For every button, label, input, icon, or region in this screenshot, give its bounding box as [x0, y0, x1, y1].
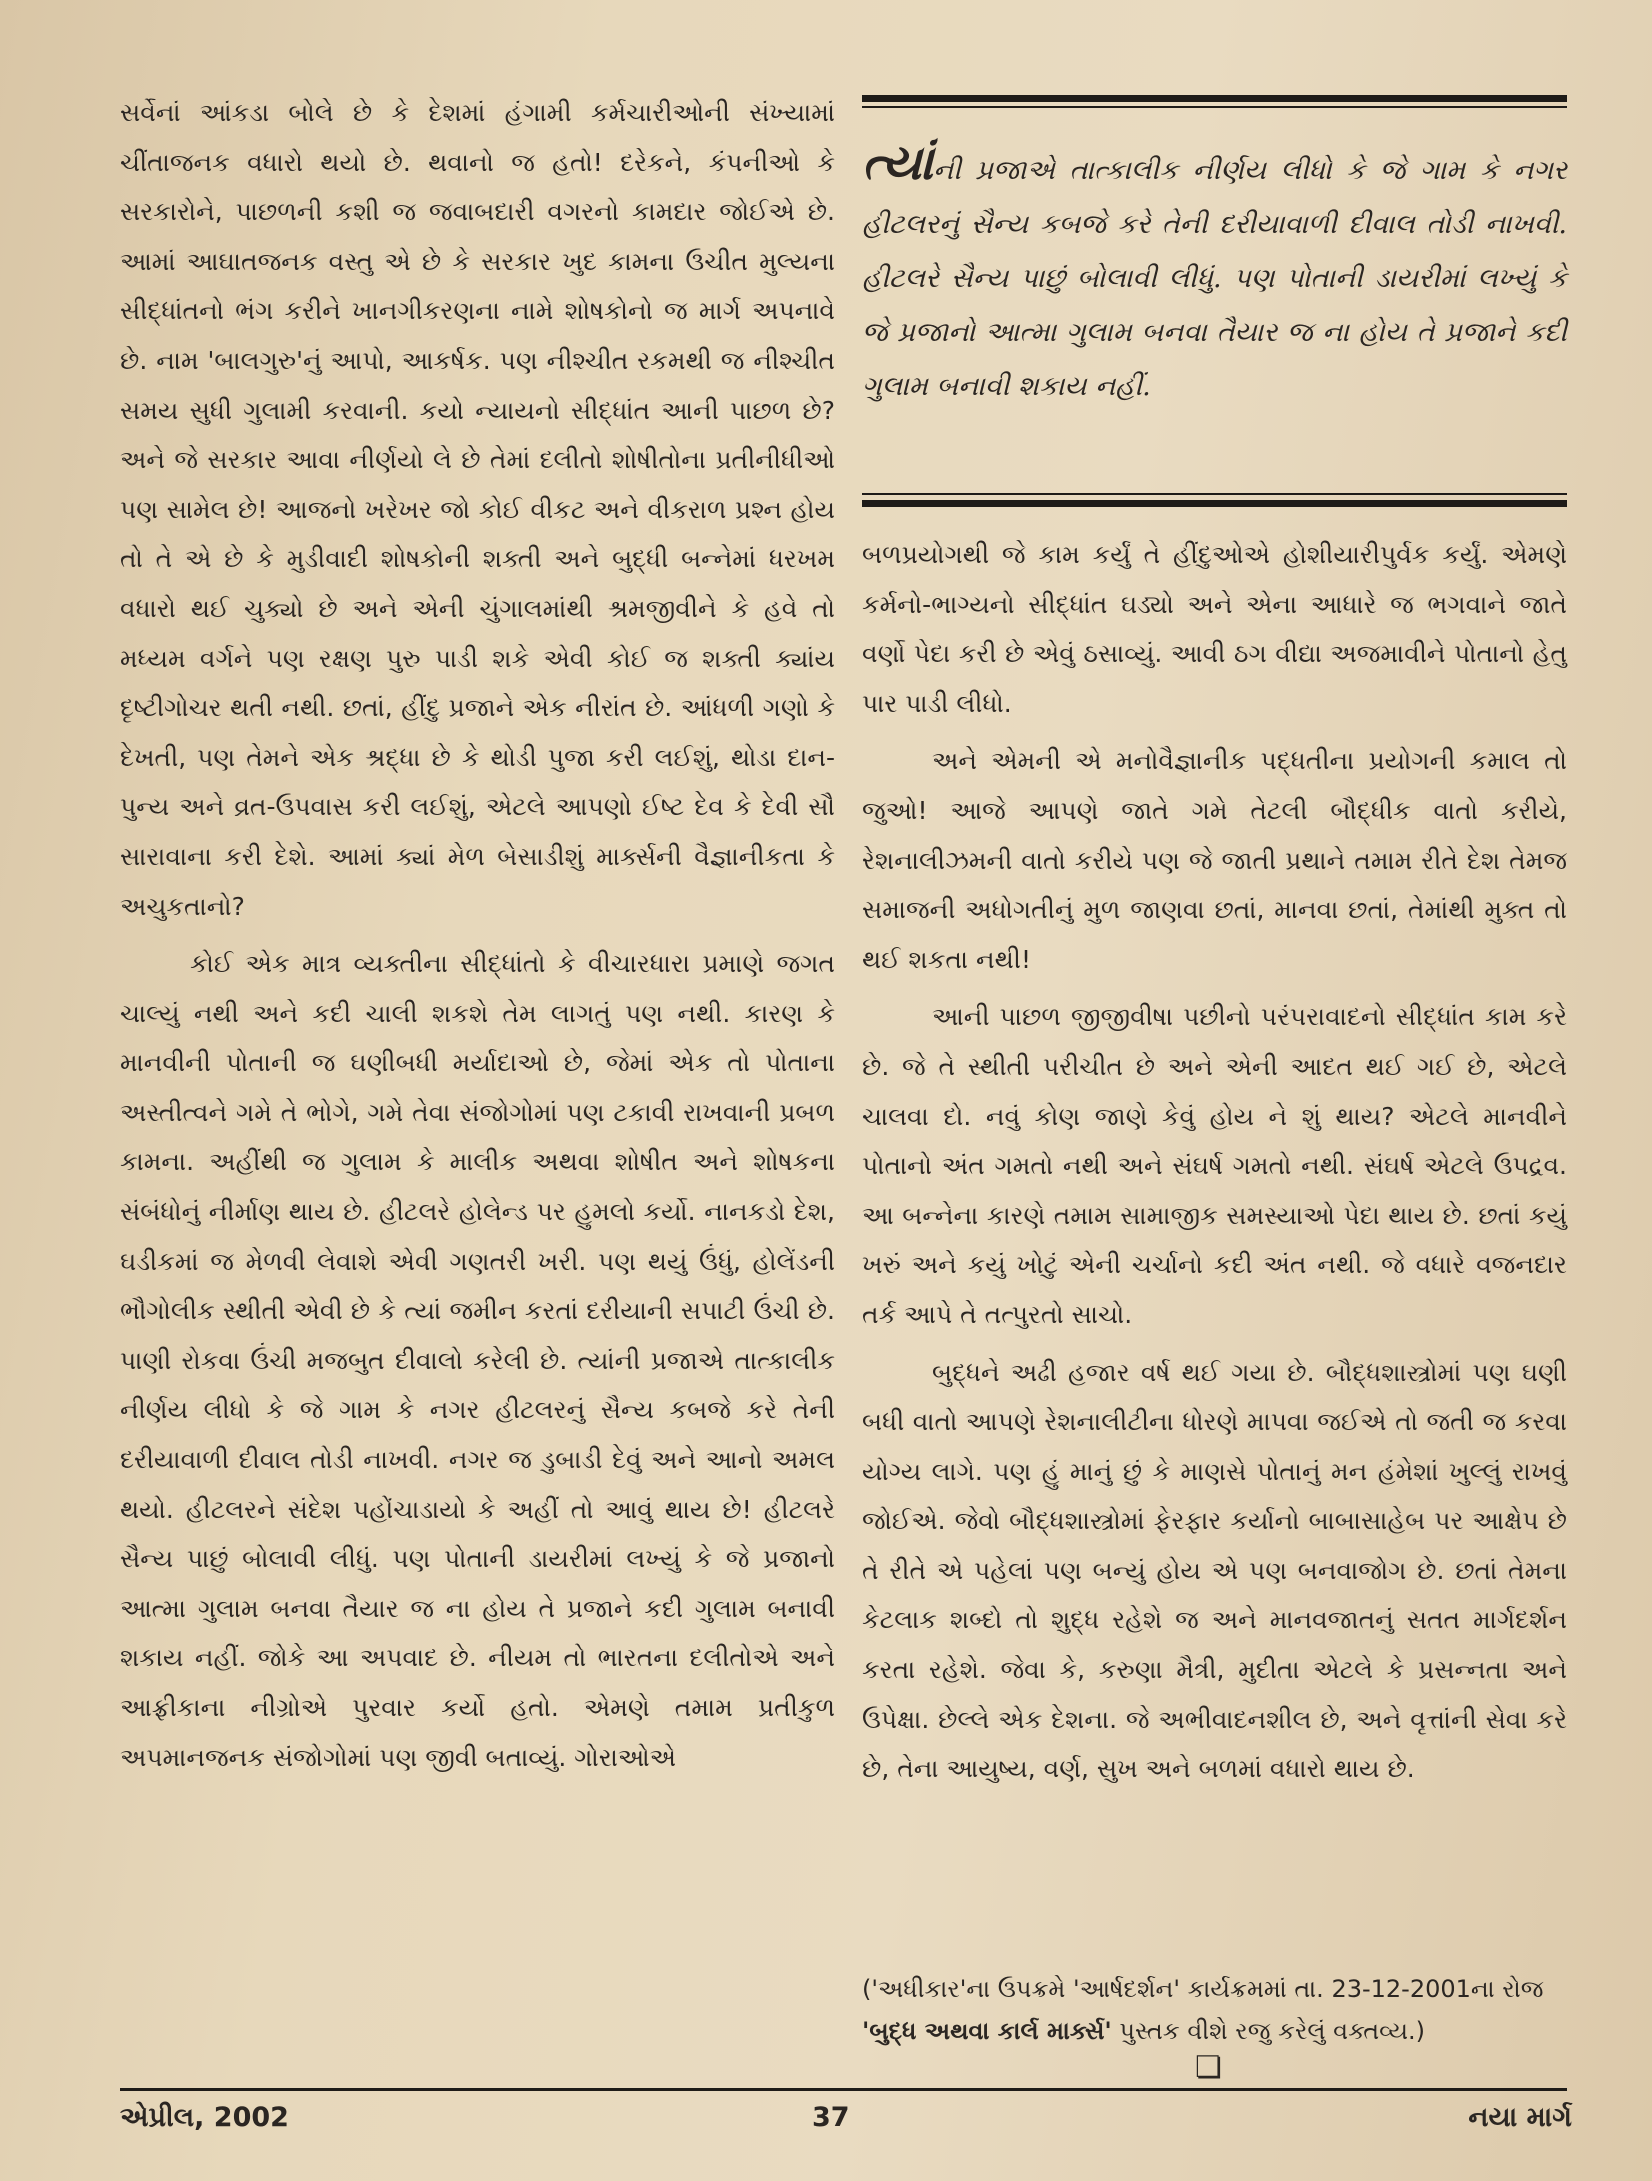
credit-text-2: પુસ્તક વીશે રજુ કરેલું વક્તવ્ય.) — [1111, 2017, 1425, 2045]
right-paragraph-1: બળપ્રયોગથી જે કામ કર્યું તે હીંદુઓએ હોશીયારીપુર્વક કર્યું. એમણે કર્મનો-ભાગ્યનો સીદ્ધાંત ઘડ્યો અને એના આધારે જ ભગવાને જાતે વર્ણો પેદા કરી છે એવું ઠસાવ્યું. આવી ઠગ વીદ્યા અજમાવીને પોતાનો હેતુ પાર પાડી લીધો. — [862, 540, 1567, 718]
quote-bottom-rule — [862, 500, 1567, 507]
right-paragraph-2: અને એમની એ મનોવૈજ્ઞાનીક પદ્ધતીના પ્રયોગની કમાલ તો જુઓ! આજે આપણે જાતે ગમે તેટલી બૌદ્ધીક વાતો કરીયે, રેશનાલીઝમની વાતો કરીયે પણ જે જાતી પ્રથાને તમામ રીતે દેશ તેમજ સમાજની અધોગતીનું મુળ જાણવા છતાં, માનવા છતાં, તેમાંથી મુક્ત તો થઈ શકતા નથી! — [862, 746, 1567, 974]
left-paragraph-2: કોઈ એક માત્ર વ્યક્તીના સીદ્ધાંતો કે વીચારધારા પ્રમાણે જગત ચાલ્યું નથી અને કદી ચાલી શકશે તેમ લાગતું પણ નથી. કારણ કે માનવીની પોતાની જ ઘણીબધી મર્યાદાઓ છે, જેમાં એક તો પોતાના અસ્તીત્વને ગમે તે ભોગે, ગમે તેવા સંજોગોમાં પણ ટકાવી રાખવાની પ્રબળ કામના. અહીંથી જ ગુલામ કે માલીક અથવા શોષીત અને શોષકના સંબંધોનું નીર્માણ થાય છે. હીટલરે હોલેન્ડ પર હુમલો કર્યો. નાનકડો દેશ, ઘડીકમાં જ મેળવી લેવાશે એવી ગણતરી ખરી. પણ થયું ઉંધું, હોલેંડની ભૌગોલીક સ્થીતી એવી છે કે ત્યાં જમીન કરતાં દરીયાની સપાટી ઉંચી છે. પાણી રોકવા ઉંચી મજબુત દીવાલો કરેલી છે. ત્યાંની પ્રજાએ તાત્કાલીક નીર્ણય લીધો કે જે ગામ કે નગર હીટલરનું સૈન્ય કબજે કરે તેની દરીયાવાળી દીવાલ તોડી નાખવી. નગર જ ડુબાડી દેવું અને આનો અમલ થયો. હીટલરને સંદેશ પહોંચાડાયો કે અહીં તો આવું થાય છે! હીટલરે સૈન્ય પાછું બોલાવી લીધું. પણ પોતાની ડાયરીમાં લખ્યું કે જે પ્રજાનો આત્મા ગુલામ બનવા તૈયાર જ ના હોય તે પ્રજાને કદી ગુલામ બનાવી શકાય નહીં. જોકે આ અપવાદ છે. નીયમ તો ભારતના દલીતોએ અને આફ્રીકાના નીગ્રોએ પુરવાર કર્યો હતો. એમણે તમામ પ્રતીકુળ અપમાનજનક સંજોગોમાં પણ જીવી બતાવ્યું. ગોરાઓએ — [120, 949, 835, 1772]
footer-date: એપ્રીલ, 2002 — [120, 2102, 289, 2133]
quote-body: ની પ્રજાએ તાત્કાલીક નીર્ણય લીધો કે જે ગામ કે નગર હીટલરનું સૈન્ય કબજે કરે તેની દરીયાવાળી દીવાલ તોડી નાખવી. હીટલરે સૈન્ય પાછું બોલાવી લીધું. પણ પોતાની ડાયરીમાં લખ્યું કે જે પ્રજાનો આત્મા ગુલામ બનવા તૈયાર જ ના હોય તે પ્રજાને કદી ગુલામ બનાવી શકાય નહીં. — [862, 155, 1567, 402]
footer-rule — [120, 2088, 1567, 2091]
magazine-name: નયા માર્ગ — [1468, 2102, 1572, 2133]
right-paragraph-3: આની પાછળ જીજીવીષા પછીનો પરંપરાવાદનો સીદ્ધાંત કામ કરે છે. જે તે સ્થીતી પરીચીત છે અને એની આદત થઈ ગઈ છે, એટલે ચાલવા દો. નવું કોણ જાણે કેવું હોય ને શું થાય? એટલે માનવીને પોતાનો અંત ગમતો નથી અને સંઘર્ષ ગમતો નથી. સંઘર્ષ એટલે ઉપદ્રવ. આ બન્નેના કારણે તમામ સામાજીક સમસ્યાઓ પેદા થાય છે. છતાં કયું ખરું અને કયું ખોટું એની ચર્ચાનો કદી અંત નથી. જે વધારે વજનદાર તર્ક આપે તે તત્પુરતો સાચો. — [862, 1002, 1567, 1329]
right-column — [862, 530, 1567, 1794]
quote-drop-word: ત્યાં — [862, 135, 934, 191]
right-paragraph-4: બુદ્ધને અઢી હજાર વર્ષ થઈ ગયા છે. બૌદ્ધશાસ્ત્રોમાં પણ ઘણી બધી વાતો આપણે રેશનાલીટીના ધોરણે માપવા જઈએ તો જતી જ કરવા યોગ્ય લાગે. પણ હું માનું છું કે માણસે પોતાનું મન હંમેશાં ખુલ્લું રાખવું જોઈએ. જેવો બૌદ્ધશાસ્ત્રોમાં ફેરફાર કર્યાનો બાબાસાહેબ પર આક્ષેપ છે તે રીતે એ પહેલાં પણ બન્યું હોય એ પણ બનવાજોગ છે. છતાં તેમના કેટલાક શબ્દો તો શુદ્ધ રહેશે જ અને માનવજાતનું સતત માર્ગદર્શન કરતા રહેશે. જેવા કે, કરુણા મૈત્રી, મુદીતા એટલે કે પ્રસન્નતા અને ઉપેક્ષા. છેલ્લે એક દેશના. જે અભીવાદનશીલ છે, અને વૃત્તાંની સેવા કરે છે, તેના આયુષ્ય, વર્ણ, સુખ અને બળમાં વધારો થાય છે. — [862, 1357, 1567, 1784]
left-paragraph-1: સર્વેનાં આંકડા બોલે છે કે દેશમાં હંગામી કર્મચારીઓની સંખ્યામાં ચીંતાજનક વધારો થયો છે. થવાનો જ હતો! દરેકને, કંપનીઓ કે સરકારોને, પાછળની કશી જ જવાબદારી વગરનો કામદાર જોઈએ છે. આમાં આઘાતજનક વસ્તુ એ છે કે સરકાર ખુદ કામના ઉચીત મુલ્યના સીદ્ધાંતનો ભંગ કરીને ખાનગીકરણના નામે શોષકોનો જ માર્ગ અપનાવે છે. નામ 'બાલગુરુ'નું આપો, આકર્ષક. પણ નીશ્ચીત રકમથી જ નીશ્ચીત સમય સુધી ગુલામી કરવાની. કયો ન્યાયનો સીદ્ધાંત આની પાછળ છે? અને જે સરકાર આવા નીર્ણયો લે છે તેમાં દલીતો શોષીતોના પ્રતીનીધીઓ પણ સામેલ છે! આજનો ખરેખર જો કોઈ વીકટ અને વીકરાળ પ્રશ્ન હોય તો તે એ છે કે મુડીવાદી શોષકોની શક્તી અને બુદ્ધી બન્નેમાં ધરખમ વધારો થઈ ચુક્યો છે અને એની ચુંગાલમાંથી શ્રમજીવીને કે હવે તો મધ્યમ વર્ગને પણ રક્ષણ પુરુ પાડી શકે એવી કોઈ જ શક્તી ક્યાંય દૃષ્ટીગોચર થતી નથી. છતાં, હીંદુ પ્રજાને એક નીરાંત છે. આંધળી ગણો કે દેખતી, પણ તેમને એક શ્રદ્ધા છે કે થોડી પુજા કરી લઈશું, થોડા દાન-પુન્ય અને વ્રત-ઉપવાસ કરી લઈશું, એટલે આપણો ઈષ્ટ દેવ કે દેવી સૌ સારાવાના કરી દેશે. આમાં ક્યાં મેળ બેસાડીશું માર્ક્સની વૈજ્ઞાનીકતા કે અચુકતાનો? — [120, 98, 835, 921]
left-column — [120, 88, 835, 1782]
credit-book-title: 'બુદ્ધ અથવા કાર્લ માર્ક્સ' — [862, 2017, 1112, 2045]
credit-text-1: ('અધીકાર'ના ઉપક્રમે 'આર્ષદર્શન' કાર્યક્રમમાં તા. 23-12-2001ના રોજ — [862, 1975, 1544, 2003]
end-mark-icon: ❏ — [1195, 2050, 1222, 2085]
page-number: 37 — [812, 2102, 850, 2133]
quote-bottom-rule-thin — [862, 493, 1567, 495]
pull-quote — [862, 95, 1567, 510]
speech-credit — [862, 1968, 1567, 2052]
quote-top-rule-thin — [862, 106, 1567, 108]
quote-top-rule — [862, 95, 1567, 102]
quote-text — [862, 135, 1567, 414]
